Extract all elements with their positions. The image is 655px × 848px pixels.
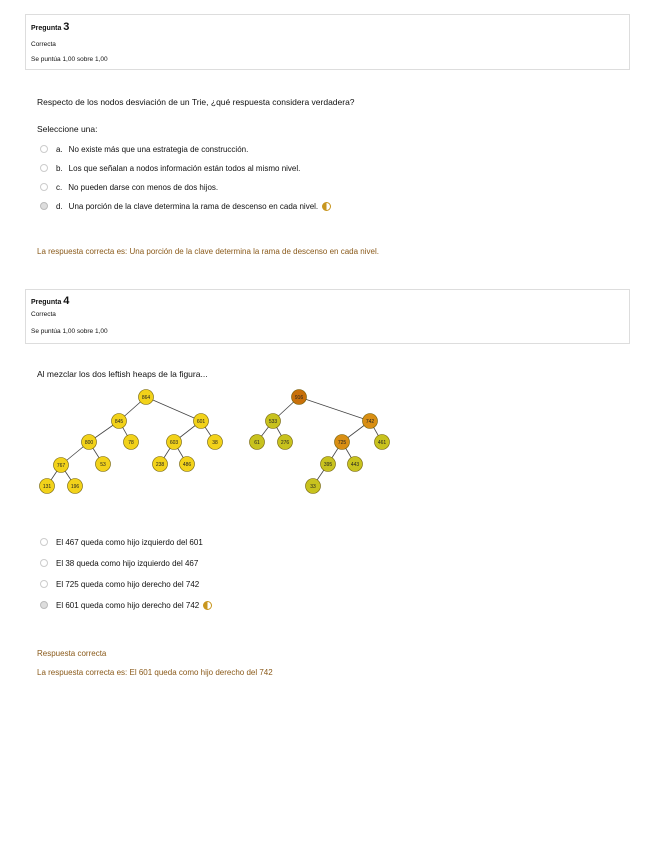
heap-node-label: 443 [350, 462, 360, 468]
q4-option-1[interactable] [40, 535, 203, 549]
radio-button-selected[interactable] [40, 202, 48, 210]
heap-node-label: 603 [169, 440, 179, 446]
q4-option-4[interactable] [40, 598, 212, 612]
option-letter: d. [56, 201, 63, 211]
heap-node [112, 414, 127, 429]
heap-node-label: 742 [365, 419, 375, 425]
option-text: No pueden darse con menos de dos hijos. [68, 182, 219, 192]
heap-node [321, 457, 336, 472]
heap-node-label: 276 [280, 440, 290, 446]
heap-node [40, 479, 55, 494]
heap-node [194, 414, 209, 429]
option-letter: c. [56, 182, 63, 192]
heap-node [266, 414, 281, 429]
option-text: Una porción de la clave determina la rama de descenso en cada nivel. [68, 201, 319, 211]
correct-mark-icon [322, 202, 331, 211]
heap-node [278, 435, 293, 450]
heap-node-label: 864 [141, 395, 151, 401]
heap-node-label: 38 [212, 440, 218, 446]
heap-node [363, 414, 378, 429]
q4-feedback: Respuesta correcta [37, 649, 107, 658]
option-text: No existe más que una estrategia de construcción. [68, 144, 249, 154]
question-3-info [25, 14, 630, 70]
radio-button[interactable] [40, 538, 48, 546]
heap-node-label: 845 [114, 419, 124, 425]
radio-button[interactable] [40, 559, 48, 567]
q3-option-d[interactable] [40, 199, 331, 213]
q4-option-3[interactable] [40, 577, 199, 591]
question-4-text: Al mezclar los dos leftish heaps de la figura... [37, 369, 208, 379]
question-state: Correcta [31, 41, 56, 48]
heap-node [348, 457, 363, 472]
option-text: El 38 queda como hijo izquierdo del 467 [56, 558, 199, 568]
heap-node-label: 78 [128, 440, 134, 446]
heap-node [375, 435, 390, 450]
option-text: El 601 queda como hijo derecho del 742 [56, 600, 200, 610]
question-4-info [25, 289, 630, 344]
radio-button[interactable] [40, 145, 48, 153]
radio-button[interactable] [40, 183, 48, 191]
heap-node [124, 435, 139, 450]
question-number: Pregunta 3 [31, 21, 70, 33]
heap-node-label: 131 [42, 484, 52, 490]
radio-button-selected[interactable] [40, 601, 48, 609]
q3-option-b[interactable] [40, 161, 300, 175]
radio-button[interactable] [40, 580, 48, 588]
heap-node [250, 435, 265, 450]
heap-node-label: 601 [196, 419, 206, 425]
heap-node [208, 435, 223, 450]
heap-node-label: 238 [155, 462, 165, 468]
question-number: Pregunta 4 [31, 295, 70, 307]
select-one-prompt: Seleccione una: [37, 124, 98, 134]
heap-node [82, 435, 97, 450]
heap-node-label: 33 [310, 484, 316, 490]
question-grade: Se puntúa 1,00 sobre 1,00 [31, 328, 108, 335]
option-letter: a. [56, 144, 63, 154]
question-grade: Se puntúa 1,00 sobre 1,00 [31, 56, 108, 63]
q3-option-a[interactable] [40, 142, 248, 156]
option-letter: b. [56, 163, 63, 173]
heap-node-label: 461 [377, 440, 387, 446]
radio-button[interactable] [40, 164, 48, 172]
heap-node-label: 800 [84, 440, 94, 446]
correct-mark-icon [203, 601, 212, 610]
heap-node [180, 457, 195, 472]
heap-node [139, 390, 154, 405]
heap-node-label: 196 [70, 484, 80, 490]
heap-node-label: 395 [323, 462, 333, 468]
heap-node-label: 916 [294, 395, 304, 401]
heap-node [292, 390, 307, 405]
question-state: Correcta [31, 311, 56, 318]
q3-option-c[interactable] [40, 180, 218, 194]
heap-node [306, 479, 321, 494]
heap-node-label: 61 [254, 440, 260, 446]
leftish-heaps-figure [30, 385, 390, 500]
q4-option-2[interactable] [40, 556, 198, 570]
q3-right-answer: La respuesta correcta es: Una porción de la clave determina la rama de descenso en cada nivel. [37, 247, 379, 256]
heap-node [335, 435, 350, 450]
heap-node [54, 458, 69, 473]
question-3-text: Respecto de los nodos desviación de un Trie, ¿qué respuesta considera verdadera? [37, 97, 355, 107]
heap-node-label: 533 [268, 419, 278, 425]
heap-node-label: 767 [56, 463, 66, 469]
heap-node [68, 479, 83, 494]
heap-node [167, 435, 182, 450]
option-text: El 725 queda como hijo derecho del 742 [56, 579, 200, 589]
heap-node-label: 725 [337, 440, 347, 446]
heap-node-label: 53 [100, 462, 106, 468]
q4-right-answer: La respuesta correcta es: El 601 queda como hijo derecho del 742 [37, 668, 273, 677]
option-text: Los que señalan a nodos información están todos al mismo nivel. [68, 163, 301, 173]
heap-node-label: 486 [182, 462, 192, 468]
heap-node [96, 457, 111, 472]
heap-node [153, 457, 168, 472]
option-text: El 467 queda como hijo izquierdo del 601 [56, 537, 203, 547]
heap-edge [146, 397, 201, 421]
heap-edge [299, 397, 370, 421]
